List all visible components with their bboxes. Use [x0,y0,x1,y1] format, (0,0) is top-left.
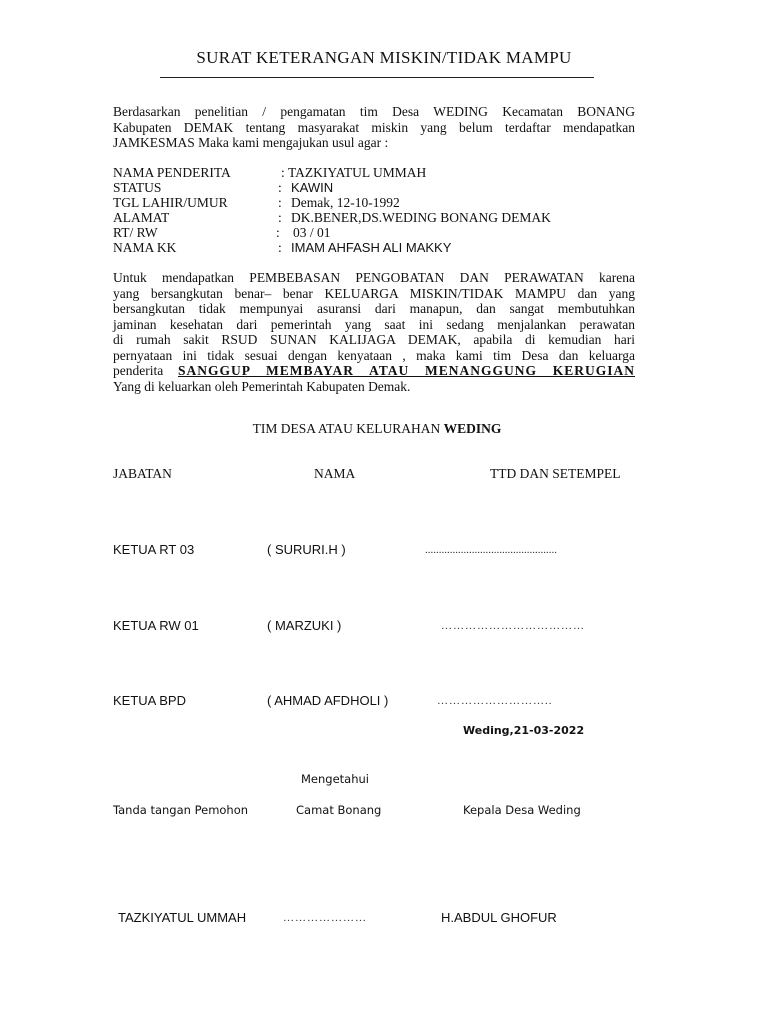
intro-line: Berdasarkan penelitian / pengamatan tim Desa WEDING Kecamatan BONANG [113,104,635,119]
body-line: Yang di keluarkan oleh Pemerintah Kabupaten Demak. [113,378,411,394]
team-heading-village: WEDING [443,421,502,436]
signatory-kades-title: Kepala Desa Weding [463,803,581,817]
field-value: DK.BENER,DS.WEDING BONANG DEMAK [291,210,551,225]
official-role: KETUA BPD [113,693,186,708]
mengetahui-label: Mengetahui [301,772,369,786]
signature-line: ................................................ [425,544,557,556]
column-header-nama: NAMA [314,466,356,481]
field-separator: : [278,180,282,195]
signatory-camat-title: Camat Bonang [296,803,382,817]
field-label: NAMA KK [113,240,177,255]
intro-line: Kabupaten DEMAK tentang masyarakat miskin yang belum terdaftar mendapatkan [113,119,635,135]
intro-paragraph [113,104,635,151]
team-heading [0,421,768,437]
field-value: TAZKIYATUL UMMAH [288,165,427,180]
body-line-prefix: penderita [113,363,164,378]
field-label: ALAMAT [113,210,170,225]
signer-camat-line: ………………… [283,912,367,924]
column-header-ttd: TTD DAN SETEMPEL [490,466,621,481]
field-value: IMAM AHFASH ALI MAKKY [291,240,452,255]
field-separator: : [276,225,280,240]
field-value: Demak, 12-10-1992 [291,195,400,210]
signature-line: ……………………………… [441,620,585,632]
field-label: NAMA PENDERITA [113,165,231,180]
document-title: SURAT KETERANGAN MISKIN/TIDAK MAMPU [196,48,572,67]
signer-name-kades: H.ABDUL GHOFUR [441,910,557,925]
body-line [113,363,635,379]
signer-name-pemohon: TAZKIYATUL UMMAH [118,910,247,925]
body-line: Untuk mendapatkan PEMBEBASAN PENGOBATAN DAN PERAWATAN karena [113,270,635,285]
official-role: KETUA RW 01 [113,618,199,633]
body-paragraph [113,270,635,394]
body-line: pernyataan ini tidak sesuai dengan kenyataan , maka kami tim Desa dan keluarga [113,347,635,363]
commitment-emphasis: SANGGUP MEMBAYAR ATAU MENANGGUNG KERUGIAN [177,363,635,378]
signatory-pemohon-title: Tanda tangan Pemohon [113,803,249,817]
intro-line: JAMKESMAS Maka kami mengajukan usul agar : [113,135,389,150]
signature-line: ……………………….. [437,695,553,707]
field-value: 03 / 01 [293,225,331,240]
team-heading-prefix: TIM DESA ATAU KELURAHAN [252,421,441,436]
official-name: ( SURURI.H ) [267,542,346,557]
field-label: STATUS [113,180,162,195]
field-separator: : [278,195,282,210]
field-label: TGL LAHIR/UMUR [113,195,228,210]
official-name: ( AHMAD AFDHOLI ) [267,693,389,708]
field-separator: : [278,210,282,225]
field-value: KAWIN [291,180,334,195]
official-name: ( MARZUKI ) [267,618,342,633]
field-separator: : [278,240,282,255]
title-underline [160,77,594,78]
field-separator: : [281,165,285,180]
body-line: di rumah sakit RSUD SUNAN KALIJAGA DEMAK, apabila di kemudian hari [113,332,635,347]
column-header-jabatan: JABATAN [113,466,172,481]
field-label: RT/ RW [113,225,158,240]
body-line: jaminan kesehatan dari pemerintah yang saat ini sedang menjalankan perawatan [113,316,635,332]
body-line: yang bersangkutan benar– benar KELUARGA MISKIN/TIDAK MAMPU dan yang [113,285,635,301]
body-line: bersangkutan tidak mempunyai asuransi dari manapun, dan sangat membutuhkan [113,301,635,316]
place-date: Weding,21-03-2022 [463,724,585,737]
official-role: KETUA RT 03 [113,542,195,557]
